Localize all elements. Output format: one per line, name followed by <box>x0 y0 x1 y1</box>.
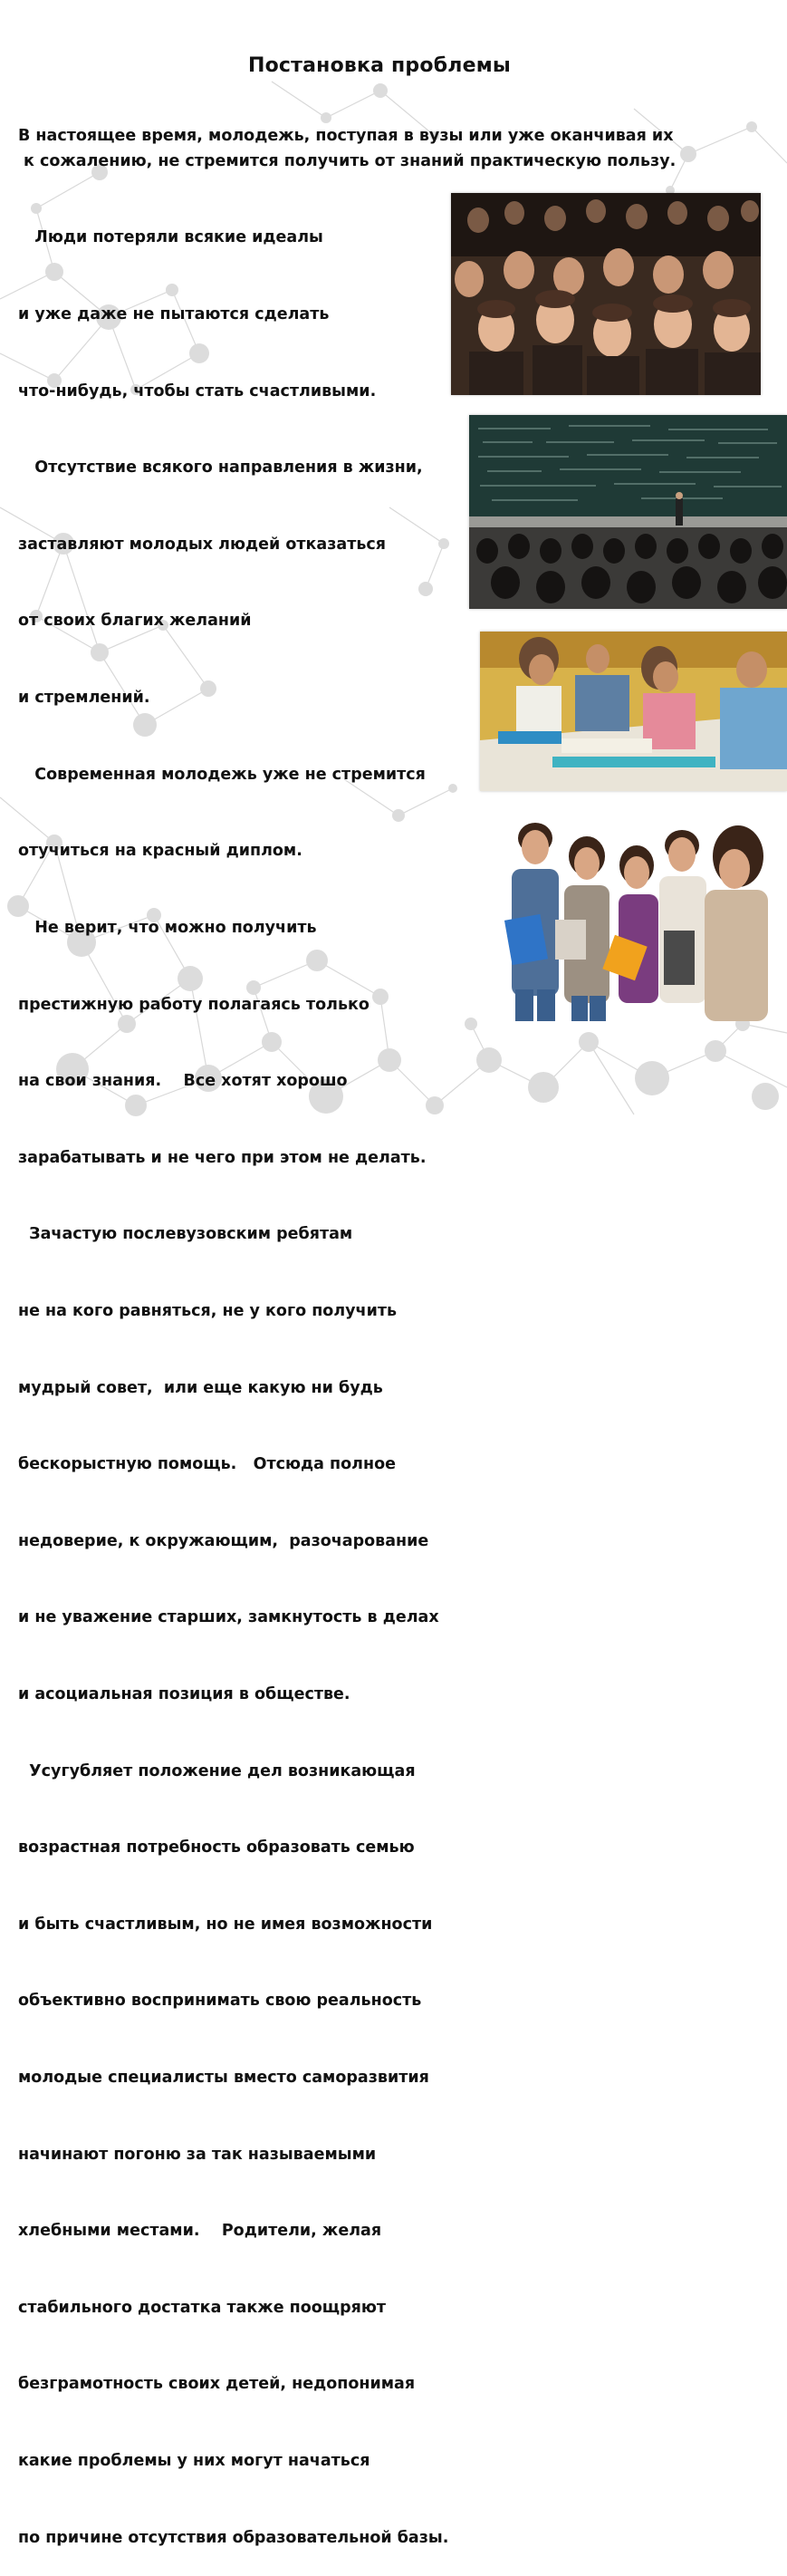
body-line: престижную работу полагаясь только <box>18 995 370 1014</box>
intro-paragraph <box>18 123 743 174</box>
body-line: молодые специалисты вместо саморазвития <box>18 2069 429 2088</box>
body-line: заставляют молодых людей отказаться <box>18 535 387 554</box>
body-line: Люди потеряли всякие идеалы <box>18 228 323 247</box>
body-line: от своих благих желаний <box>18 612 252 631</box>
body-line: зарабатывать и не чего при этом не делать. <box>18 1148 427 1167</box>
body-line: и асоциальная позиция в обществе. <box>18 1684 350 1703</box>
students-at-desk-photo <box>480 632 787 791</box>
body-line: возрастная потребность образовать семью <box>18 1838 415 1857</box>
body-line: и стремлений. <box>18 689 150 708</box>
body-line: недоверие, к окружающим, разочарование <box>18 1531 429 1550</box>
student-group-photo <box>501 804 787 1021</box>
body-line: мудрый совет, или еще какую ни будь <box>18 1378 383 1397</box>
lecture-audience-photo <box>451 193 761 395</box>
body-line: безграмотность своих детей, недопонимая <box>18 2375 416 2394</box>
page-title: Постановка проблемы <box>248 54 511 77</box>
intro-line: В настоящее время, молодежь, поступая в вузы или уже оканчивая их <box>18 127 674 145</box>
body-line: не на кого равняться, не у кого получить <box>18 1301 398 1320</box>
body-line: стабильного достатка также поощряют <box>18 2298 387 2317</box>
body-line: и уже даже не пытаются сделать <box>18 305 330 324</box>
body-line: начинают погоню за так называемыми <box>18 2145 377 2164</box>
body-text <box>18 174 480 2576</box>
body-line: на свои знания. Все хотят хорошо <box>18 1072 348 1091</box>
body-line: объективно воспринимать свою реальность <box>18 1992 422 2011</box>
body-line: Современная молодежь уже не стремится <box>18 765 426 784</box>
body-line: и быть счастливым, но не имея возможности <box>18 1915 433 1934</box>
body-line: Усугубляет положение дел возникающая <box>18 1761 416 1780</box>
body-line: что-нибудь, чтобы стать счастливыми. <box>18 381 377 400</box>
body-line: отучиться на красный диплом. <box>18 842 302 861</box>
body-line: по причине отсутствия образовательной базы. <box>18 2528 449 2547</box>
body-line: Зачастую послевузовским ребятам <box>18 1225 353 1244</box>
body-line: бескорыстную помощь. Отсюда полное <box>18 1455 396 1474</box>
body-line: Отсутствие всякого направления в жизни, <box>18 458 423 478</box>
body-line: какие проблемы у них могут начаться <box>18 2452 370 2471</box>
chalkboard-classroom-photo <box>469 415 787 609</box>
body-line: хлебными местами. Родители, желая <box>18 2222 382 2241</box>
body-line: и не уважение старших, замкнутость в делах <box>18 1608 439 1627</box>
body-line: Не верит, что можно получить <box>18 918 317 937</box>
intro-line: к сожалению, не стремится получить от знаний практическую пользу. <box>24 152 677 170</box>
